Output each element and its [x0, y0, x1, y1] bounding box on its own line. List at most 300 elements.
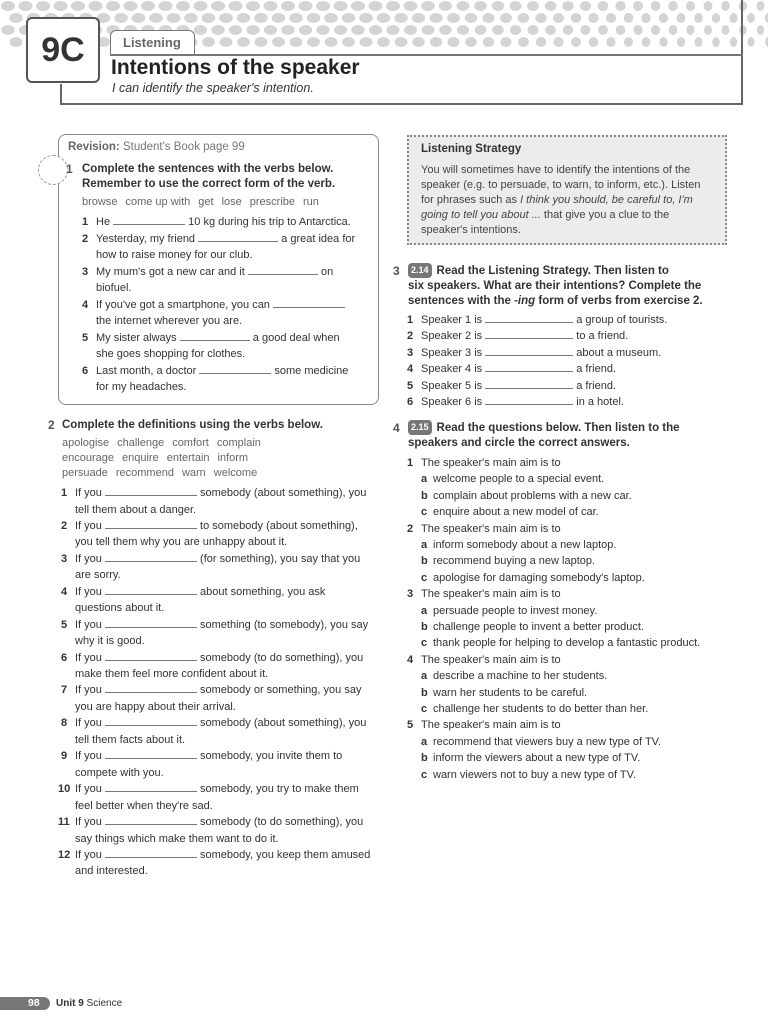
item-number: 5: [82, 331, 89, 344]
answer-option[interactable]: [421, 767, 733, 783]
option-letter: b: [421, 686, 428, 699]
option-letter: b: [421, 752, 428, 765]
item-continuation: you tell them why you are unhappy about it.: [75, 536, 288, 549]
answer-option[interactable]: [421, 619, 733, 635]
decorative-dot: [281, 25, 294, 35]
option-letter: c: [421, 768, 428, 781]
decorative-dot: [730, 37, 737, 47]
speaker-item: [407, 378, 721, 395]
header-frame-left: [60, 84, 62, 104]
decorative-dot: [659, 13, 668, 23]
decorative-dot: [633, 25, 642, 35]
option-letter: a: [421, 473, 428, 486]
decorative-dot: [580, 25, 590, 35]
item-text: somebody (about something), you: [196, 487, 367, 499]
decorative-dot: [545, 25, 556, 35]
decorative-dot: [124, 1, 138, 11]
option-text: describe a machine to her students.: [433, 670, 608, 683]
answer-blank[interactable]: [485, 379, 573, 389]
item-text: Speaker 3 is: [421, 346, 486, 359]
option-text: thank people for helping to develop a fantastic product.: [433, 637, 701, 650]
decorative-dot: [342, 13, 356, 23]
option-text: inform somebody about a new laptop.: [433, 539, 617, 551]
decorative-dot: [483, 37, 494, 47]
answer-option[interactable]: [421, 635, 733, 651]
answer-blank[interactable]: [105, 683, 197, 693]
answer-blank[interactable]: [273, 298, 345, 308]
item-text: If you: [75, 684, 105, 697]
item-number: 7: [61, 684, 68, 697]
decorative-dot: [9, 13, 23, 23]
word-bank-item: welcome: [213, 467, 258, 479]
answer-blank[interactable]: [105, 749, 197, 759]
item-number: 1: [407, 314, 414, 326]
decorative-dot: [474, 1, 487, 11]
item-text: somebody (to do something), you: [196, 651, 364, 664]
item-text: If you: [75, 816, 105, 828]
decorative-dot: [141, 1, 155, 11]
word-bank-row: [62, 466, 269, 481]
answer-option[interactable]: [421, 701, 733, 717]
answer-blank[interactable]: [105, 716, 197, 726]
decorative-dot: [439, 25, 451, 35]
answer-blank[interactable]: [113, 215, 185, 225]
item-number: 6: [82, 364, 89, 377]
item-continuation: feel better when they're sad.: [75, 799, 213, 812]
question-text: The speaker's main aim is to: [421, 719, 561, 732]
decorative-dot: [457, 1, 470, 11]
answer-option[interactable]: [421, 570, 733, 586]
decorative-dot: [642, 37, 651, 47]
item-text: somebody, you try to make them: [196, 783, 359, 796]
decorative-dot: [492, 1, 504, 11]
item-continuation: compete with you.: [75, 766, 164, 779]
decorative-dot: [616, 25, 626, 35]
answer-option[interactable]: [421, 734, 733, 750]
exercise-4-instruction: 2.15 Read the questions below. Then listen to the speakers and circle the correct answers.: [408, 422, 680, 449]
decorative-dot: [465, 13, 477, 23]
definition-item: [61, 748, 385, 781]
decorative-dot: [316, 1, 330, 11]
answer-blank[interactable]: [485, 395, 573, 405]
speaker-item: [407, 345, 721, 362]
word-bank-row: [62, 436, 269, 451]
item-text: about a museum.: [573, 346, 662, 359]
exercise-item: [82, 297, 374, 330]
item-text: If you: [75, 651, 105, 664]
exercise-1-number: 1: [66, 162, 73, 176]
decorative-dot: [237, 13, 251, 23]
decorative-dot: [404, 1, 418, 11]
question-item: [407, 652, 721, 669]
exercise-item: [82, 214, 374, 231]
word-bank-item: complain: [216, 437, 261, 449]
decorative-dot: [722, 25, 730, 35]
item-number: 5: [407, 379, 414, 392]
decorative-dot: [254, 13, 268, 23]
answer-blank[interactable]: [105, 848, 197, 858]
item-text: a great idea for: [278, 232, 356, 245]
answer-blank[interactable]: [105, 651, 197, 661]
decorative-dot: [686, 25, 694, 35]
option-text: challenge her students to do better than her.: [433, 703, 649, 715]
item-text: Speaker 6 is: [421, 396, 486, 408]
decorative-dot: [19, 1, 33, 11]
decorative-dot: [167, 13, 181, 23]
decorative-dot: [598, 25, 608, 35]
decorative-dot: [229, 25, 242, 35]
decorative-dot: [299, 1, 313, 11]
item-text: to somebody (about something),: [196, 519, 358, 532]
decorative-dot: [465, 37, 477, 47]
decorative-dot: [571, 13, 582, 23]
decorative-dot: [290, 37, 303, 47]
decorative-dot: [694, 13, 703, 23]
decorative-dot: [509, 1, 521, 11]
decorative-dot: [237, 37, 250, 47]
option-text: inform the viewers about a new type of TV.: [433, 752, 641, 765]
item-text: My sister always: [96, 331, 180, 344]
item-number: 3: [82, 265, 89, 278]
definition-item: [61, 584, 385, 617]
question-item: [407, 586, 721, 603]
option-letter: b: [421, 621, 428, 633]
word-bank-item: come up with: [125, 196, 191, 208]
definition-item: [61, 650, 385, 683]
item-continuation: tell them about a danger.: [75, 503, 197, 516]
decorative-dot: [659, 37, 667, 47]
decorative-dot: [757, 25, 764, 35]
item-text: a good deal when: [249, 331, 340, 344]
item-text: If you: [75, 750, 105, 763]
answer-option[interactable]: [421, 750, 733, 766]
decorative-dot: [246, 25, 259, 35]
definition-item: [61, 551, 385, 584]
item-continuation: you are happy about their arrival.: [75, 700, 236, 713]
answer-option[interactable]: [421, 537, 733, 553]
word-bank-item: recommend: [115, 467, 174, 479]
decorative-dot: [704, 1, 713, 11]
item-text: If you: [75, 519, 105, 532]
unit-code-badge: 9C: [26, 17, 100, 83]
decorative-dot: [264, 1, 278, 11]
decorative-dot: [553, 13, 564, 23]
item-number: 1: [407, 457, 414, 469]
decorative-dot: [281, 1, 295, 11]
word-bank-item: apologise: [62, 437, 110, 449]
answer-option[interactable]: [421, 685, 733, 701]
definition-item: [61, 485, 385, 518]
speaker-item: [407, 312, 721, 329]
answer-blank[interactable]: [105, 618, 197, 628]
item-text: a friend.: [573, 379, 617, 392]
item-continuation: are sorry.: [75, 569, 121, 582]
option-letter: b: [421, 489, 428, 502]
decorative-dot: [422, 25, 435, 35]
item-text: My mum's got a new car and it: [96, 265, 248, 278]
decorative-dot: [562, 1, 573, 11]
decorative-dot: [588, 13, 598, 23]
question-text: The speaker's main aim is to: [421, 457, 561, 469]
item-number: 2: [407, 522, 414, 535]
answer-blank[interactable]: [105, 585, 197, 595]
item-number: 4: [82, 298, 89, 311]
item-text: He: [96, 216, 114, 228]
question-text: The speaker's main aim is to: [421, 588, 561, 601]
decorative-dot: [10, 37, 23, 47]
item-text: Speaker 1 is: [421, 314, 486, 326]
audio-track-icon[interactable]: 2.15: [408, 420, 432, 435]
speaker-item: [407, 328, 721, 345]
decorative-dot: [535, 13, 546, 23]
decorative-dot: [475, 25, 487, 35]
listening-strategy-box: [407, 135, 727, 245]
decorative-dot: [229, 1, 243, 11]
answer-option[interactable]: [421, 488, 733, 504]
word-bank-item: persuade: [62, 467, 108, 479]
answer-blank[interactable]: [105, 782, 197, 792]
audio-track-icon[interactable]: 2.14: [408, 263, 432, 278]
item-number: 4: [407, 363, 414, 376]
decorative-dot: [704, 25, 712, 35]
option-letter: a: [421, 735, 428, 748]
item-continuation: for my headaches.: [96, 381, 187, 393]
decorative-dot: [615, 1, 625, 11]
decorative-dot: [563, 25, 573, 35]
decorative-dot: [527, 1, 539, 11]
item-text: somebody (about something), you: [196, 717, 367, 730]
answer-blank[interactable]: [485, 346, 573, 356]
decorative-dot: [606, 13, 616, 23]
decorative-dot: [71, 1, 85, 11]
item-continuation: tell them facts about it.: [75, 733, 186, 746]
option-letter: a: [421, 604, 428, 617]
item-continuation: how to raise money for our club.: [96, 249, 253, 261]
decorative-dot: [553, 37, 563, 47]
option-text: warn viewers not to buy a new type of TV.: [433, 768, 637, 781]
option-letter: b: [421, 555, 428, 568]
item-text: in a hotel.: [573, 396, 624, 408]
item-text: If you've got a smartphone, you can: [96, 298, 273, 311]
decorative-dot: [712, 37, 720, 47]
item-continuation: the internet wherever you are.: [96, 315, 243, 327]
decorative-dot: [334, 25, 347, 35]
answer-blank[interactable]: [105, 815, 197, 825]
decorative-dot: [54, 1, 68, 11]
item-continuation: biofuel.: [96, 282, 132, 294]
decorative-dot: [651, 25, 660, 35]
decorative-dot: [729, 13, 737, 23]
item-text: If you: [75, 717, 105, 730]
option-text: recommend buying a new laptop.: [433, 555, 596, 568]
decorative-dot: [184, 13, 198, 23]
decorative-dot: [334, 1, 348, 11]
decorative-dot: [194, 25, 207, 35]
decorative-dot: [500, 13, 512, 23]
header-frame-right: [741, 0, 743, 105]
decorative-dot: [421, 1, 435, 11]
decorative-dot: [448, 37, 460, 47]
option-letter: a: [421, 670, 428, 683]
item-text: something (to somebody), you say: [196, 618, 369, 631]
word-bank-item: encourage: [62, 452, 114, 464]
option-text: enquire about a new model of car.: [433, 506, 599, 519]
decorative-dot: [369, 1, 383, 11]
header-frame-bottom: [60, 103, 743, 105]
item-number: 10: [58, 783, 71, 796]
decorative-dot: [430, 37, 442, 47]
decorative-dot: [176, 1, 190, 11]
decorative-dot: [307, 13, 321, 23]
option-text: warn her students to be careful.: [433, 686, 588, 699]
exercise-item: [82, 264, 374, 297]
item-text: a group of tourists.: [573, 314, 668, 326]
exercise-2-number: 2: [48, 418, 55, 432]
decorative-dot: [386, 25, 399, 35]
item-number: 5: [407, 719, 414, 732]
item-text: about something, you ask: [196, 585, 326, 598]
word-bank-item: warn: [181, 467, 206, 479]
answer-blank[interactable]: [248, 265, 318, 275]
word-bank-item: get: [198, 196, 214, 208]
word-bank-item: inform: [217, 452, 249, 464]
decorative-dot: [721, 1, 730, 11]
word-bank-item: challenge: [117, 437, 165, 449]
decorative-dot: [89, 1, 103, 11]
decorative-dot: [324, 13, 338, 23]
decorative-dot: [447, 13, 460, 23]
revision-icon: [38, 155, 68, 185]
decorative-dot: [598, 1, 609, 11]
exercise-4-number: 4: [393, 421, 400, 435]
answer-blank[interactable]: [105, 486, 197, 496]
item-text: If you: [75, 783, 105, 796]
decorative-dot: [528, 25, 539, 35]
decorative-dot: [571, 37, 581, 47]
definition-item: [61, 715, 385, 748]
decorative-dot: [748, 37, 755, 47]
decorative-dot: [36, 1, 50, 11]
decorative-dot: [624, 13, 634, 23]
decorative-dot: [395, 37, 408, 47]
decorative-dot: [580, 1, 591, 11]
page-number: 98: [28, 997, 40, 1009]
decorative-dot: [412, 13, 425, 23]
decorative-dot: [219, 13, 233, 23]
item-number: 4: [407, 653, 414, 666]
item-text: Last month, a doctor: [96, 364, 200, 377]
item-number: 1: [61, 487, 68, 499]
decorative-dot: [351, 1, 365, 11]
decorative-dot: [589, 37, 599, 47]
item-text: If you: [75, 552, 105, 565]
answer-blank[interactable]: [485, 313, 573, 323]
decorative-dot: [747, 13, 755, 23]
item-number: 6: [407, 396, 414, 408]
decorative-dot: [500, 37, 511, 47]
word-bank-item: run: [303, 196, 319, 208]
item-text: Speaker 5 is: [421, 379, 486, 392]
item-number: 3: [407, 588, 414, 601]
decorative-dot: [757, 1, 765, 11]
item-text: a friend.: [573, 363, 617, 376]
decorative-dot: [651, 1, 661, 11]
word-bank-item: lose: [221, 196, 242, 208]
decorative-dot: [272, 37, 285, 47]
decorative-dot: [510, 25, 521, 35]
item-number: 3: [407, 346, 414, 359]
item-number: 4: [61, 585, 68, 598]
item-text: 10 kg during his trip to Antarctica.: [185, 216, 351, 228]
answer-blank[interactable]: [199, 364, 271, 374]
answer-option[interactable]: [421, 504, 733, 520]
decorative-dot: [624, 37, 633, 47]
item-continuation: she goes shopping for clothes.: [96, 348, 246, 360]
decorative-dot: [272, 13, 286, 23]
option-text: recommend that viewers buy a new type of TV.: [433, 735, 662, 748]
decorative-dot: [686, 1, 695, 11]
revision-label: Revision: Student's Book page 99: [68, 141, 245, 153]
page-title: Intentions of the speaker: [111, 56, 360, 79]
answer-option[interactable]: [421, 668, 733, 684]
decorative-dot: [430, 13, 443, 23]
word-bank-row: [62, 451, 269, 466]
decorative-dot: [404, 25, 417, 35]
answer-blank[interactable]: [105, 519, 197, 529]
item-text: somebody (to do something), you: [196, 816, 364, 828]
option-letter: c: [421, 703, 428, 715]
answer-blank[interactable]: [485, 329, 573, 339]
answer-option[interactable]: [421, 553, 733, 569]
decorative-dot: [669, 25, 678, 35]
decorative-dot: [518, 37, 529, 47]
decorative-dot: [482, 13, 494, 23]
decorative-dot: [677, 37, 685, 47]
definition-item: [61, 617, 385, 650]
option-text: persuade people to invest money.: [433, 604, 598, 617]
decorative-dot: [159, 1, 173, 11]
item-text: somebody, you keep them amused: [196, 848, 371, 861]
decorative-dot: [377, 37, 390, 47]
item-number: 5: [61, 618, 68, 631]
speaker-item: [407, 361, 721, 378]
exercise-3-instruction: 2.14 Read the Listening Strategy. Then listen to six speakers. What are their intentions? Complete the sentences with the -ing form of verbs from exercise 2.: [408, 265, 703, 307]
page-subtitle: I can identify the speaker's intention.: [112, 81, 314, 95]
option-text: welcome people to a special event.: [433, 473, 605, 486]
decorative-dot: [633, 1, 643, 11]
decorative-dot: [386, 1, 400, 11]
definition-item: [58, 814, 385, 847]
question-item: [407, 455, 721, 472]
item-text: somebody or something, you say: [196, 684, 362, 697]
exercise-1-instruction: Complete the sentences with the verbs below. Remember to use the correct form of the verb.: [82, 163, 336, 190]
answer-blank[interactable]: [485, 362, 573, 372]
item-text: on: [317, 265, 334, 278]
item-continuation: say things which make them want to do it.: [75, 832, 279, 845]
answer-blank[interactable]: [198, 232, 278, 242]
option-letter: a: [421, 539, 428, 551]
decorative-dot: [106, 1, 120, 11]
answer-blank[interactable]: [180, 331, 250, 341]
item-text: to a friend.: [573, 330, 629, 343]
exercise-2-word-bank: [62, 436, 269, 481]
answer-option[interactable]: [421, 471, 733, 487]
answer-blank[interactable]: [105, 552, 197, 562]
item-number: 1: [82, 216, 89, 228]
option-letter: c: [421, 637, 428, 650]
word-bank-item: comfort: [172, 437, 209, 449]
answer-option[interactable]: [421, 603, 733, 619]
